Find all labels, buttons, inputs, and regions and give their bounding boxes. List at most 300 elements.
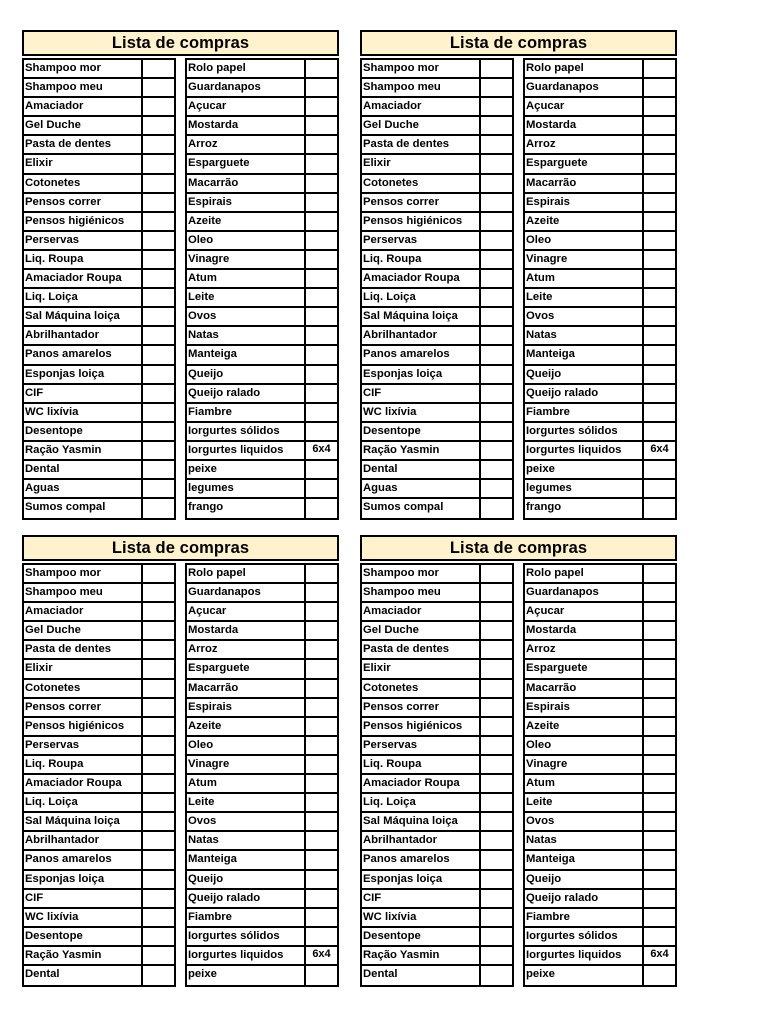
- item-name: Leite: [525, 794, 644, 811]
- list-item: [24, 194, 174, 213]
- quantity-cell[interactable]: [481, 794, 512, 811]
- quantity-cell[interactable]: [143, 890, 174, 907]
- list-item: [362, 718, 512, 737]
- quantity-cell[interactable]: [481, 660, 512, 677]
- list-item: [525, 756, 675, 775]
- quantity-cell[interactable]: [306, 499, 337, 518]
- quantity-cell[interactable]: [143, 213, 174, 230]
- list-item: [187, 871, 337, 890]
- quantity-cell[interactable]: [644, 251, 675, 268]
- list-item: [187, 584, 337, 603]
- item-name: Manteiga: [525, 346, 644, 363]
- quantity-cell[interactable]: [644, 480, 675, 497]
- quantity-cell[interactable]: [143, 871, 174, 888]
- quantity-cell[interactable]: [644, 385, 675, 402]
- quantity-cell[interactable]: [306, 775, 337, 792]
- list-item: [24, 775, 174, 794]
- quantity-cell[interactable]: [481, 480, 512, 497]
- quantity-cell[interactable]: [306, 641, 337, 658]
- quantity-cell[interactable]: [644, 756, 675, 773]
- item-name: Mostarda: [525, 117, 644, 134]
- quantity-cell[interactable]: [644, 622, 675, 639]
- quantity-cell[interactable]: 6x4: [312, 442, 331, 455]
- item-name: Shampoo meu: [24, 584, 143, 601]
- quantity-cell[interactable]: [644, 270, 675, 287]
- item-name: Ração Yasmin: [362, 442, 481, 459]
- quantity-cell[interactable]: [306, 232, 337, 249]
- quantity-cell[interactable]: [143, 480, 174, 497]
- quantity-cell[interactable]: [644, 832, 675, 849]
- quantity-cell[interactable]: [143, 718, 174, 735]
- quantity-cell[interactable]: 6x4: [312, 947, 331, 960]
- quantity-cell[interactable]: [306, 213, 337, 230]
- quantity-cell[interactable]: [306, 832, 337, 849]
- item-name: Cotonetes: [24, 175, 143, 192]
- list-item: [187, 251, 337, 270]
- item-name: Oleo: [525, 232, 644, 249]
- quantity-cell[interactable]: [644, 737, 675, 754]
- list-item: [362, 909, 512, 928]
- item-name: Ração Yasmin: [24, 947, 143, 964]
- item-name: Vinagre: [187, 251, 306, 268]
- list-item: [362, 155, 512, 174]
- quantity-cell[interactable]: [306, 813, 337, 830]
- item-name: Desentope: [362, 423, 481, 440]
- list-item: [24, 213, 174, 232]
- quantity-cell[interactable]: [481, 909, 512, 926]
- quantity-cell[interactable]: [481, 60, 512, 77]
- quantity-cell[interactable]: [644, 584, 675, 601]
- quantity-cell[interactable]: [481, 871, 512, 888]
- quantity-cell[interactable]: [143, 909, 174, 926]
- quantity-cell[interactable]: [644, 194, 675, 211]
- quantity-cell[interactable]: [644, 175, 675, 192]
- item-name: Vinagre: [187, 756, 306, 773]
- list-item: [187, 155, 337, 174]
- item-name: Esparguete: [525, 660, 644, 677]
- item-name: Queijo: [187, 871, 306, 888]
- quantity-cell[interactable]: [481, 423, 512, 440]
- quantity-cell[interactable]: [143, 98, 174, 115]
- quantity-cell[interactable]: [644, 461, 675, 478]
- list-item: [525, 480, 675, 499]
- quantity-cell[interactable]: [481, 308, 512, 325]
- list-item: [24, 251, 174, 270]
- quantity-cell[interactable]: [306, 270, 337, 287]
- quantity-cell[interactable]: [481, 194, 512, 211]
- quantity-cell[interactable]: [644, 117, 675, 134]
- quantity-cell[interactable]: [644, 871, 675, 888]
- quantity-cell[interactable]: [306, 909, 337, 926]
- quantity-cell[interactable]: [306, 565, 337, 582]
- quantity-cell[interactable]: [143, 366, 174, 383]
- item-name: Shampoo mor: [24, 60, 143, 77]
- list-item: [24, 60, 174, 79]
- quantity-cell[interactable]: [306, 155, 337, 172]
- list-item: [24, 327, 174, 346]
- list-item: [362, 890, 512, 909]
- list-item: [187, 499, 337, 518]
- quantity-cell[interactable]: [644, 909, 675, 926]
- quantity-cell[interactable]: [481, 680, 512, 697]
- quantity-cell[interactable]: [306, 404, 337, 421]
- quantity-cell[interactable]: [644, 794, 675, 811]
- quantity-cell[interactable]: [481, 928, 512, 945]
- item-name: WC lixívia: [362, 909, 481, 926]
- quantity-cell[interactable]: [644, 289, 675, 306]
- item-name: Dental: [24, 966, 143, 985]
- quantity-cell[interactable]: [143, 737, 174, 754]
- list-item: [362, 584, 512, 603]
- item-name: Queijo ralado: [525, 385, 644, 402]
- quantity-cell[interactable]: [481, 366, 512, 383]
- list-item: [525, 155, 675, 174]
- quantity-cell[interactable]: [644, 327, 675, 344]
- list-item: [187, 947, 337, 966]
- item-name: Sal Máquina loiça: [362, 813, 481, 830]
- list-item: [24, 660, 174, 679]
- quantity-cell[interactable]: [481, 775, 512, 792]
- quantity-cell[interactable]: [481, 756, 512, 773]
- quantity-cell[interactable]: [143, 851, 174, 868]
- item-name: Manteiga: [187, 346, 306, 363]
- item-name: Queijo: [525, 366, 644, 383]
- quantity-cell[interactable]: [306, 136, 337, 153]
- quantity-cell[interactable]: [481, 699, 512, 716]
- item-name: Desentope: [24, 423, 143, 440]
- quantity-cell[interactable]: [306, 660, 337, 677]
- quantity-cell[interactable]: [481, 718, 512, 735]
- list-item: [525, 499, 675, 518]
- list-item: [24, 385, 174, 404]
- item-name: Desentope: [24, 928, 143, 945]
- quantity-cell[interactable]: [143, 79, 174, 96]
- quantity-cell[interactable]: [481, 851, 512, 868]
- quantity-cell[interactable]: [481, 404, 512, 421]
- quantity-cell[interactable]: [481, 79, 512, 96]
- quantity-cell[interactable]: [306, 928, 337, 945]
- list-item: [187, 308, 337, 327]
- quantity-cell[interactable]: [306, 366, 337, 383]
- quantity-cell[interactable]: [306, 385, 337, 402]
- quantity-cell[interactable]: [644, 775, 675, 792]
- item-name: Queijo ralado: [525, 890, 644, 907]
- quantity-cell[interactable]: [481, 499, 512, 518]
- quantity-cell[interactable]: [143, 155, 174, 172]
- item-name: Ovos: [187, 813, 306, 830]
- list-item: [24, 461, 174, 480]
- item-name: Dental: [24, 461, 143, 478]
- item-name: Macarrão: [525, 175, 644, 192]
- item-name: peixe: [525, 966, 644, 985]
- quantity-cell[interactable]: [306, 699, 337, 716]
- list-item: [24, 603, 174, 622]
- quantity-cell[interactable]: [644, 136, 675, 153]
- quantity-cell[interactable]: [481, 461, 512, 478]
- quantity-cell[interactable]: [644, 155, 675, 172]
- quantity-cell[interactable]: [481, 136, 512, 153]
- list-item: [24, 871, 174, 890]
- item-name: Liq. Roupa: [24, 251, 143, 268]
- quantity-cell[interactable]: [143, 194, 174, 211]
- quantity-cell[interactable]: [306, 584, 337, 601]
- item-name: Azeite: [525, 718, 644, 735]
- quantity-cell[interactable]: [644, 79, 675, 96]
- quantity-cell[interactable]: [143, 756, 174, 773]
- card-columns: [360, 58, 677, 520]
- quantity-cell[interactable]: [143, 603, 174, 620]
- item-name: Elixir: [362, 155, 481, 172]
- quantity-cell[interactable]: [644, 680, 675, 697]
- quantity-cell[interactable]: [143, 404, 174, 421]
- item-name: Amaciador: [24, 98, 143, 115]
- item-name: Amaciador: [362, 98, 481, 115]
- quantity-cell[interactable]: [481, 251, 512, 268]
- item-name: Arroz: [187, 136, 306, 153]
- quantity-cell[interactable]: [306, 871, 337, 888]
- quantity-cell[interactable]: [306, 461, 337, 478]
- list-item: [24, 79, 174, 98]
- quantity-cell[interactable]: [481, 947, 512, 964]
- quantity-cell[interactable]: [143, 289, 174, 306]
- list-item: [24, 928, 174, 947]
- quantity-cell[interactable]: [644, 213, 675, 230]
- quantity-cell[interactable]: [306, 117, 337, 134]
- quantity-cell[interactable]: [306, 622, 337, 639]
- quantity-cell[interactable]: [481, 442, 512, 459]
- quantity-cell[interactable]: [306, 851, 337, 868]
- quantity-cell[interactable]: [481, 232, 512, 249]
- list-item: [187, 213, 337, 232]
- card-columns: [22, 563, 339, 987]
- quantity-cell[interactable]: [143, 966, 174, 985]
- quantity-cell[interactable]: [644, 890, 675, 907]
- quantity-cell[interactable]: [481, 641, 512, 658]
- quantity-cell[interactable]: [481, 565, 512, 582]
- list-item: [525, 947, 675, 966]
- quantity-cell[interactable]: [143, 442, 174, 459]
- quantity-cell[interactable]: [481, 385, 512, 402]
- quantity-cell[interactable]: [143, 423, 174, 440]
- quantity-cell[interactable]: [143, 136, 174, 153]
- quantity-cell[interactable]: [306, 194, 337, 211]
- quantity-cell[interactable]: [644, 98, 675, 115]
- list-item: [187, 270, 337, 289]
- item-name: Panos amarelos: [24, 851, 143, 868]
- quantity-cell[interactable]: [143, 947, 174, 964]
- quantity-cell[interactable]: [143, 641, 174, 658]
- item-name: Açucar: [187, 98, 306, 115]
- quantity-cell[interactable]: [481, 117, 512, 134]
- quantity-cell[interactable]: [306, 680, 337, 697]
- item-name: Ração Yasmin: [24, 442, 143, 459]
- quantity-cell[interactable]: [306, 79, 337, 96]
- quantity-cell[interactable]: [306, 327, 337, 344]
- quantity-cell[interactable]: [644, 813, 675, 830]
- quantity-cell[interactable]: [306, 890, 337, 907]
- item-name: Dental: [362, 966, 481, 985]
- list-item: [24, 423, 174, 442]
- quantity-cell[interactable]: [306, 60, 337, 77]
- quantity-cell[interactable]: [481, 584, 512, 601]
- quantity-cell[interactable]: [306, 308, 337, 325]
- item-name: WC lixívia: [362, 404, 481, 421]
- quantity-cell[interactable]: [306, 718, 337, 735]
- quantity-cell[interactable]: [143, 622, 174, 639]
- quantity-cell[interactable]: [644, 232, 675, 249]
- list-item: [362, 404, 512, 423]
- quantity-cell[interactable]: [644, 699, 675, 716]
- quantity-cell[interactable]: [143, 680, 174, 697]
- quantity-cell[interactable]: [481, 270, 512, 287]
- quantity-cell[interactable]: [481, 155, 512, 172]
- quantity-cell[interactable]: [143, 794, 174, 811]
- quantity-cell[interactable]: [143, 660, 174, 677]
- quantity-cell[interactable]: [481, 622, 512, 639]
- list-item: [187, 680, 337, 699]
- quantity-cell[interactable]: [306, 346, 337, 363]
- list-item: [525, 775, 675, 794]
- list-item: [362, 136, 512, 155]
- item-name: Espirais: [525, 699, 644, 716]
- item-name: Iorgurtes sólidos: [187, 928, 306, 945]
- quantity-cell[interactable]: [306, 737, 337, 754]
- list-item: [362, 270, 512, 289]
- quantity-cell[interactable]: [644, 603, 675, 620]
- quantity-cell[interactable]: [143, 928, 174, 945]
- item-name: Esponjas loiça: [362, 366, 481, 383]
- quantity-cell[interactable]: [481, 890, 512, 907]
- item-name: CIF: [362, 385, 481, 402]
- quantity-cell[interactable]: [644, 308, 675, 325]
- quantity-cell[interactable]: [143, 461, 174, 478]
- quantity-cell[interactable]: [481, 175, 512, 192]
- list-item: [362, 480, 512, 499]
- item-name: Amaciador Roupa: [362, 270, 481, 287]
- quantity-cell[interactable]: [143, 117, 174, 134]
- quantity-cell[interactable]: [481, 832, 512, 849]
- quantity-cell[interactable]: [306, 98, 337, 115]
- quantity-cell[interactable]: [143, 232, 174, 249]
- quantity-cell[interactable]: [481, 346, 512, 363]
- quantity-cell[interactable]: [481, 327, 512, 344]
- quantity-cell[interactable]: [143, 175, 174, 192]
- list-item: [525, 699, 675, 718]
- quantity-cell[interactable]: [306, 251, 337, 268]
- quantity-cell[interactable]: [481, 213, 512, 230]
- quantity-cell[interactable]: [306, 423, 337, 440]
- quantity-cell[interactable]: [644, 641, 675, 658]
- quantity-cell[interactable]: [306, 175, 337, 192]
- quantity-cell[interactable]: [143, 584, 174, 601]
- list-item: [525, 737, 675, 756]
- list-item: [187, 385, 337, 404]
- quantity-cell[interactable]: [306, 289, 337, 306]
- quantity-cell[interactable]: [481, 603, 512, 620]
- list-item: [362, 251, 512, 270]
- quantity-cell[interactable]: [143, 251, 174, 268]
- quantity-cell[interactable]: [306, 794, 337, 811]
- quantity-cell[interactable]: [306, 603, 337, 620]
- quantity-cell[interactable]: [481, 813, 512, 830]
- quantity-cell[interactable]: [143, 775, 174, 792]
- quantity-cell[interactable]: [306, 966, 337, 985]
- list-item: [525, 928, 675, 947]
- quantity-cell[interactable]: [481, 737, 512, 754]
- quantity-cell[interactable]: [306, 480, 337, 497]
- list-item: [24, 155, 174, 174]
- list-item: [525, 194, 675, 213]
- quantity-cell[interactable]: [143, 565, 174, 582]
- list-item: [362, 232, 512, 251]
- quantity-cell[interactable]: [143, 270, 174, 287]
- quantity-cell[interactable]: [644, 499, 675, 518]
- quantity-cell[interactable]: [143, 308, 174, 325]
- item-name: Gel Duche: [24, 622, 143, 639]
- quantity-cell[interactable]: [644, 718, 675, 735]
- item-name: Elixir: [24, 155, 143, 172]
- quantity-cell[interactable]: [644, 404, 675, 421]
- quantity-cell[interactable]: [644, 966, 675, 985]
- list-item: [24, 346, 174, 365]
- item-name: Fiambre: [187, 909, 306, 926]
- item-name: Liq. Roupa: [362, 251, 481, 268]
- item-name: Liq. Loiça: [24, 794, 143, 811]
- quantity-cell[interactable]: [644, 660, 675, 677]
- list-item: [362, 737, 512, 756]
- quantity-cell[interactable]: [644, 565, 675, 582]
- quantity-cell[interactable]: [306, 756, 337, 773]
- quantity-cell[interactable]: [143, 60, 174, 77]
- card-title: Lista de compras: [360, 30, 677, 56]
- quantity-cell[interactable]: 6x4: [650, 442, 669, 455]
- quantity-cell[interactable]: [143, 813, 174, 830]
- quantity-cell[interactable]: [644, 851, 675, 868]
- item-name: Pasta de dentes: [362, 136, 481, 153]
- quantity-cell[interactable]: [644, 346, 675, 363]
- quantity-cell[interactable]: [481, 98, 512, 115]
- list-item: [525, 175, 675, 194]
- quantity-cell[interactable]: [143, 832, 174, 849]
- quantity-cell[interactable]: [143, 346, 174, 363]
- quantity-cell[interactable]: 6x4: [650, 947, 669, 960]
- quantity-cell[interactable]: [644, 928, 675, 945]
- list-item: [187, 966, 337, 985]
- item-name: Espirais: [187, 194, 306, 211]
- list-item: [362, 851, 512, 870]
- item-name: Sal Máquina loiça: [24, 308, 143, 325]
- quantity-cell[interactable]: [143, 699, 174, 716]
- quantity-cell[interactable]: [143, 327, 174, 344]
- list-item: [187, 660, 337, 679]
- item-name: Amaciador Roupa: [24, 270, 143, 287]
- list-item: [24, 499, 174, 518]
- item-name: Açucar: [187, 603, 306, 620]
- item-name: Manteiga: [525, 851, 644, 868]
- quantity-cell[interactable]: [481, 289, 512, 306]
- list-item: [525, 603, 675, 622]
- list-item: [187, 565, 337, 584]
- quantity-cell[interactable]: [143, 499, 174, 518]
- item-name: Queijo ralado: [187, 890, 306, 907]
- quantity-cell[interactable]: [644, 423, 675, 440]
- list-item: [525, 213, 675, 232]
- quantity-cell[interactable]: [481, 966, 512, 985]
- list-item: [24, 584, 174, 603]
- quantity-cell[interactable]: [644, 60, 675, 77]
- quantity-cell[interactable]: [644, 366, 675, 383]
- quantity-cell[interactable]: [143, 385, 174, 402]
